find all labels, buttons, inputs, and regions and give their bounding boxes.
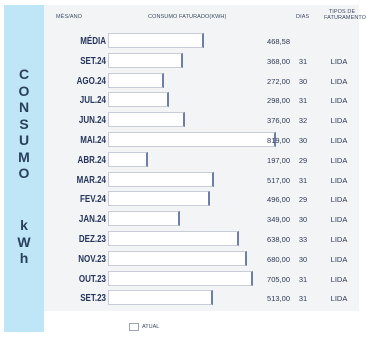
row-days: 30 (298, 215, 308, 225)
consumption-bar (108, 290, 213, 305)
row-days: 31 (298, 175, 308, 185)
row-billing-type: LIDA (330, 76, 348, 86)
row-month-label: MÉDIA (80, 36, 106, 47)
row-month-label: DEZ.23 (78, 234, 106, 245)
consumption-bar (108, 191, 210, 206)
header-days: DIAS (296, 14, 310, 20)
row-consumption-value: 376,00 (267, 116, 290, 126)
row-consumption-value: 517,00 (267, 175, 290, 185)
row-days: 31 (298, 96, 308, 106)
consumption-bar (108, 172, 214, 187)
consumption-bar (108, 211, 180, 226)
consumption-bar (108, 73, 164, 88)
row-days: 33 (298, 235, 308, 244)
header-billing-type: TIPOS DE FATURAMENTO (324, 9, 366, 21)
row-billing-type: LIDA (330, 235, 348, 244)
row-month-label: JAN.24 (78, 214, 106, 226)
consumption-bar (108, 112, 185, 127)
row-consumption-value: 680,00 (267, 254, 290, 264)
side-title-letter: U (18, 132, 30, 148)
row-billing-type: LIDA (330, 136, 348, 145)
side-title-letter: N (18, 99, 30, 115)
row-days: 29 (298, 155, 308, 165)
row-billing-type: LIDA (330, 254, 348, 264)
row-consumption-value: 197,00 (267, 155, 290, 165)
side-title-letter: S (19, 115, 29, 132)
row-month-label: JUL.24 (79, 95, 106, 107)
row-days: 31 (298, 294, 308, 304)
consumption-bar (108, 33, 204, 48)
header-consumption: CONSUMO FATURADO(KWH) (148, 14, 227, 20)
row-month-label: MAI.24 (80, 135, 106, 146)
consumption-history-panel (4, 5, 366, 332)
consumption-bar (108, 92, 169, 107)
row-days: 30 (298, 136, 308, 145)
row-consumption-value: 513,00 (267, 294, 290, 304)
row-billing-type: LIDA (330, 274, 348, 284)
row-days: 31 (298, 274, 308, 284)
side-title-letter: O (18, 82, 30, 99)
row-consumption-value: 272,00 (267, 76, 290, 86)
row-days: 29 (298, 195, 308, 205)
row-days: 30 (298, 76, 308, 86)
side-title-letter: W (17, 233, 31, 250)
consumption-bar (108, 251, 247, 266)
side-title-letter: C (18, 66, 30, 82)
legend (129, 322, 159, 332)
legend-swatch (129, 323, 139, 331)
row-month-label: JUN.24 (78, 115, 106, 127)
consumption-bar (108, 271, 253, 286)
row-consumption-value: 368,00 (267, 56, 290, 66)
row-billing-type: LIDA (330, 215, 348, 225)
row-consumption-value: 468,58 (267, 37, 290, 46)
row-month-label: AGO.24 (76, 75, 106, 87)
row-consumption-value: 349,00 (267, 215, 290, 225)
consumption-bar (108, 152, 148, 167)
consumption-bar (108, 132, 276, 147)
consumption-bar (108, 231, 239, 246)
consumption-chart-area (44, 5, 366, 311)
side-title-letter: h (19, 250, 29, 266)
row-consumption-value: 819,00 (267, 136, 290, 145)
row-month-label: SET.24 (80, 55, 106, 67)
side-title-letter: O (18, 165, 30, 181)
consumption-bar (108, 53, 183, 68)
row-days: 30 (298, 254, 308, 264)
row-month-label: NOV.23 (78, 253, 106, 265)
row-billing-type: LIDA (330, 56, 348, 66)
side-title-letter: k (20, 217, 28, 233)
row-month-label: MAR.24 (76, 174, 106, 186)
row-days: 32 (298, 116, 308, 126)
header-month: MÊS/ANO (56, 14, 83, 20)
row-consumption-value: 496,00 (267, 195, 290, 205)
side-title-letter: M (18, 148, 30, 165)
row-billing-type: LIDA (330, 116, 348, 126)
legend-label: ATUAL (142, 324, 160, 330)
side-title-bar (4, 5, 44, 332)
row-billing-type: LIDA (330, 96, 348, 106)
row-billing-type: LIDA (330, 175, 348, 185)
row-consumption-value: 705,00 (267, 274, 290, 284)
row-days: 31 (298, 56, 308, 66)
row-month-label: SET.23 (80, 293, 106, 305)
row-month-label: ABR.24 (77, 154, 106, 166)
row-billing-type: LIDA (330, 155, 348, 165)
row-billing-type: LIDA (330, 195, 348, 205)
row-consumption-value: 298,00 (267, 96, 290, 106)
row-month-label: FEV.24 (80, 194, 106, 206)
row-month-label: OUT.23 (78, 273, 106, 285)
row-consumption-value: 638,00 (267, 235, 290, 244)
row-billing-type: LIDA (330, 294, 348, 304)
